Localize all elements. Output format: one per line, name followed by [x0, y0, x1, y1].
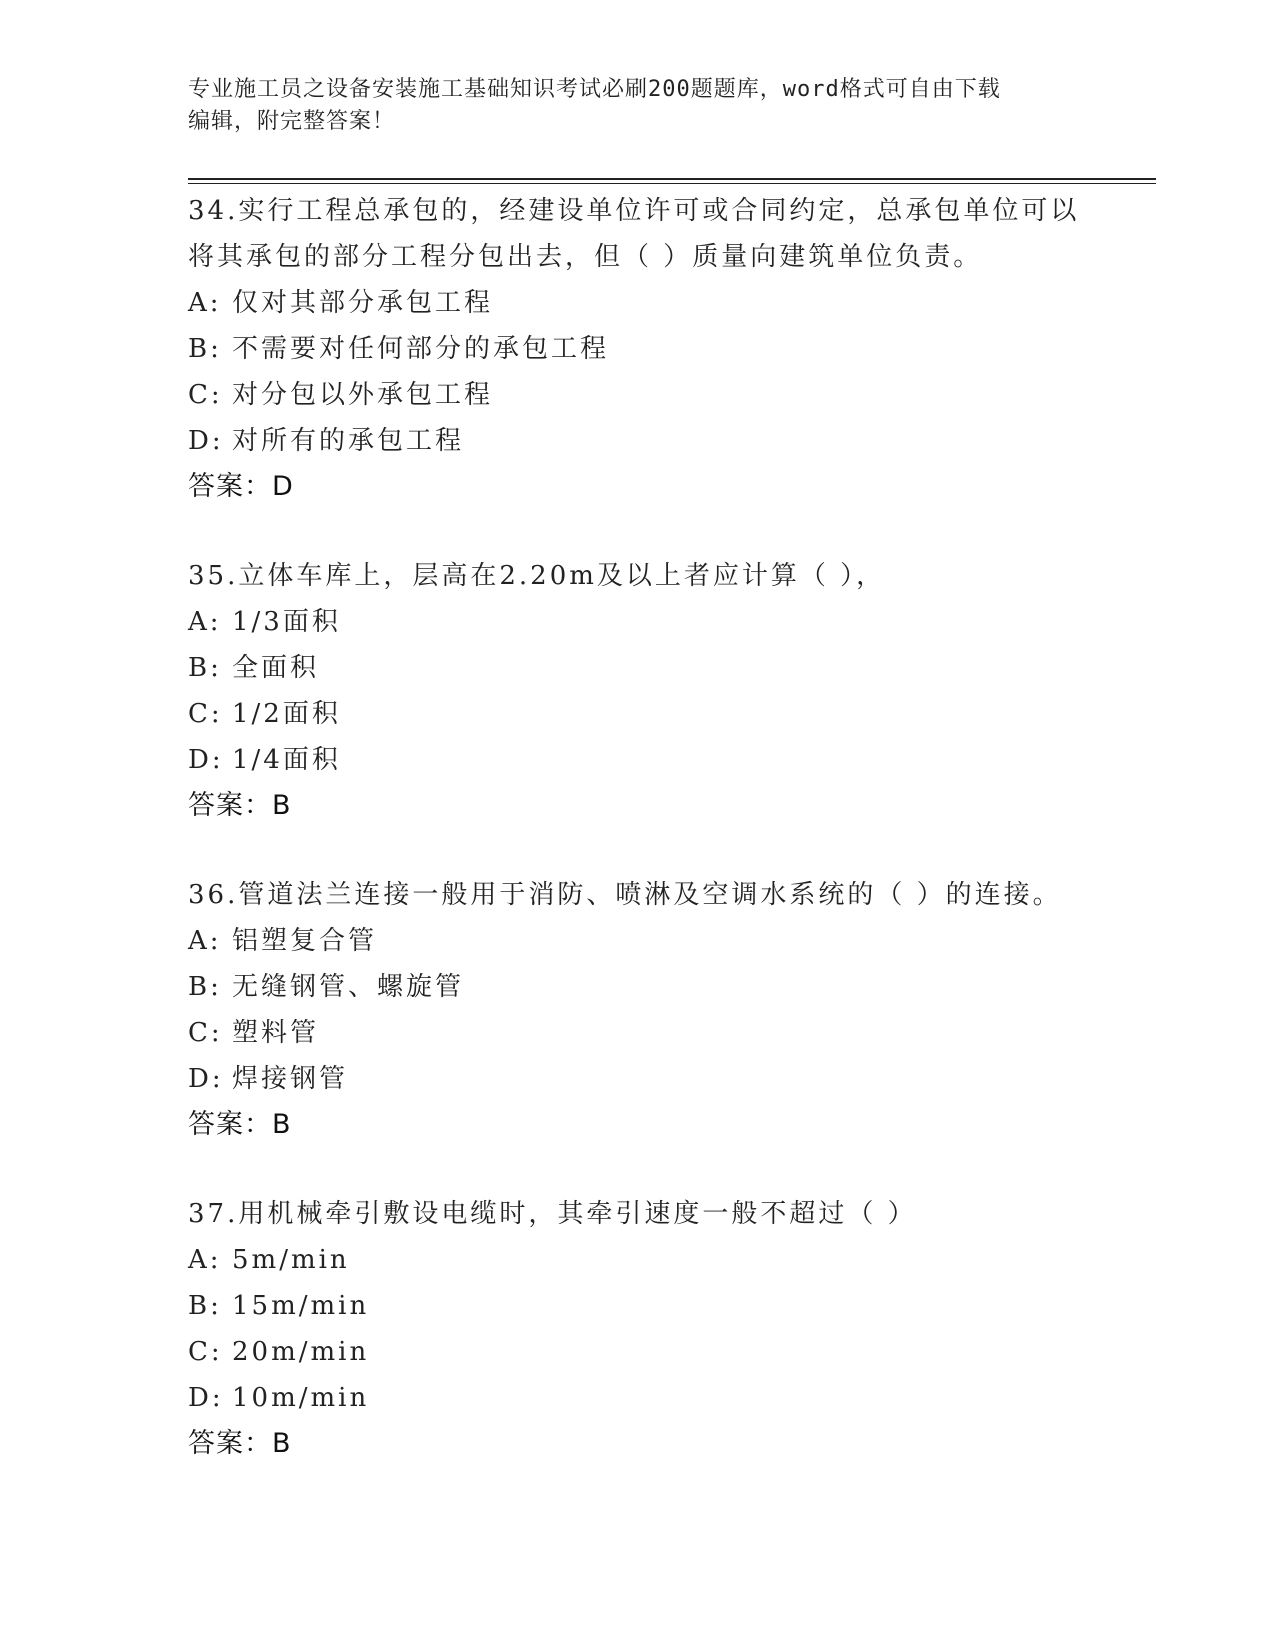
answer: 答案：B [188, 1428, 292, 1459]
option-text: 仅对其部分承包工程 [232, 288, 494, 318]
question-36 [188, 872, 1088, 1148]
option-a [188, 280, 1088, 326]
document-header [188, 74, 1088, 138]
option-letter: C: [188, 1018, 223, 1048]
option-a [188, 1237, 1088, 1283]
option-c [188, 1010, 1088, 1056]
question-stem-line-2: 将其承包的部分工程分包出去，但（ ）质量向建筑单位负责。 [188, 242, 983, 272]
header-divider-thin [188, 183, 1156, 184]
question-stem-line-1: 37.用机械牵引敷设电缆时，其牵引速度一般不超过（ ） [188, 1199, 917, 1229]
option-d [188, 1056, 1088, 1102]
option-text: 对分包以外承包工程 [232, 380, 494, 410]
option-letter: B: [188, 334, 222, 364]
option-text: 1/2面积 [232, 699, 341, 729]
question-37 [188, 1191, 1088, 1467]
option-d [188, 1375, 1088, 1421]
question-35 [188, 553, 1088, 829]
option-letter: A: [188, 1245, 222, 1275]
option-text: 1/4面积 [232, 745, 341, 775]
header-divider-thick [188, 178, 1156, 180]
question-stem-line-1: 34.实行工程总承包的，经建设单位许可或合同约定，总承包单位可以 [188, 196, 1080, 226]
option-d [188, 418, 1088, 464]
option-b [188, 964, 1088, 1010]
option-b [188, 645, 1088, 691]
question-stem-line-1: 35.立体车库上，层高在2.20m及以上者应计算（ ）， [188, 561, 886, 591]
option-text: 20m/min [232, 1337, 370, 1367]
answer: 答案：B [188, 1109, 292, 1140]
header-line-2: 编辑，附完整答案！ [188, 109, 396, 134]
answer: 答案：B [188, 790, 292, 821]
option-text: 10m/min [232, 1383, 370, 1413]
option-letter: D: [188, 426, 224, 456]
option-text: 5m/min [232, 1245, 350, 1275]
option-letter: B: [188, 972, 222, 1002]
answer: 答案：D [188, 471, 294, 502]
option-text: 塑料管 [232, 1018, 320, 1048]
option-text: 15m/min [232, 1291, 370, 1321]
option-text: 无缝钢管、螺旋管 [232, 972, 465, 1002]
option-letter: D: [188, 1064, 224, 1094]
option-b [188, 326, 1088, 372]
option-letter: C: [188, 1337, 223, 1367]
option-letter: B: [188, 1291, 222, 1321]
header-line-1: 专业施工员之设备安装施工基础知识考试必刷200题题库，word格式可自由下载 [188, 77, 1001, 102]
option-b [188, 1283, 1088, 1329]
option-letter: D: [188, 745, 224, 775]
option-letter: D: [188, 1383, 224, 1413]
option-letter: A: [188, 288, 222, 318]
option-a [188, 918, 1088, 964]
option-a [188, 599, 1088, 645]
question-stem-line-1: 36.管道法兰连接一般用于消防、喷淋及空调水系统的（ ）的连接。 [188, 880, 1062, 910]
option-text: 铝塑复合管 [232, 926, 378, 956]
question-34 [188, 188, 1088, 510]
option-text: 不需要对任何部分的承包工程 [232, 334, 610, 364]
option-letter: A: [188, 607, 222, 637]
option-d [188, 737, 1088, 783]
option-text: 焊接钢管 [232, 1064, 349, 1094]
option-c [188, 691, 1088, 737]
option-letter: C: [188, 699, 223, 729]
option-letter: C: [188, 380, 223, 410]
option-text: 对所有的承包工程 [232, 426, 465, 456]
option-text: 全面积 [232, 653, 320, 683]
option-text: 1/3面积 [232, 607, 341, 637]
option-c [188, 372, 1088, 418]
option-c [188, 1329, 1088, 1375]
option-letter: B: [188, 653, 222, 683]
option-letter: A: [188, 926, 222, 956]
